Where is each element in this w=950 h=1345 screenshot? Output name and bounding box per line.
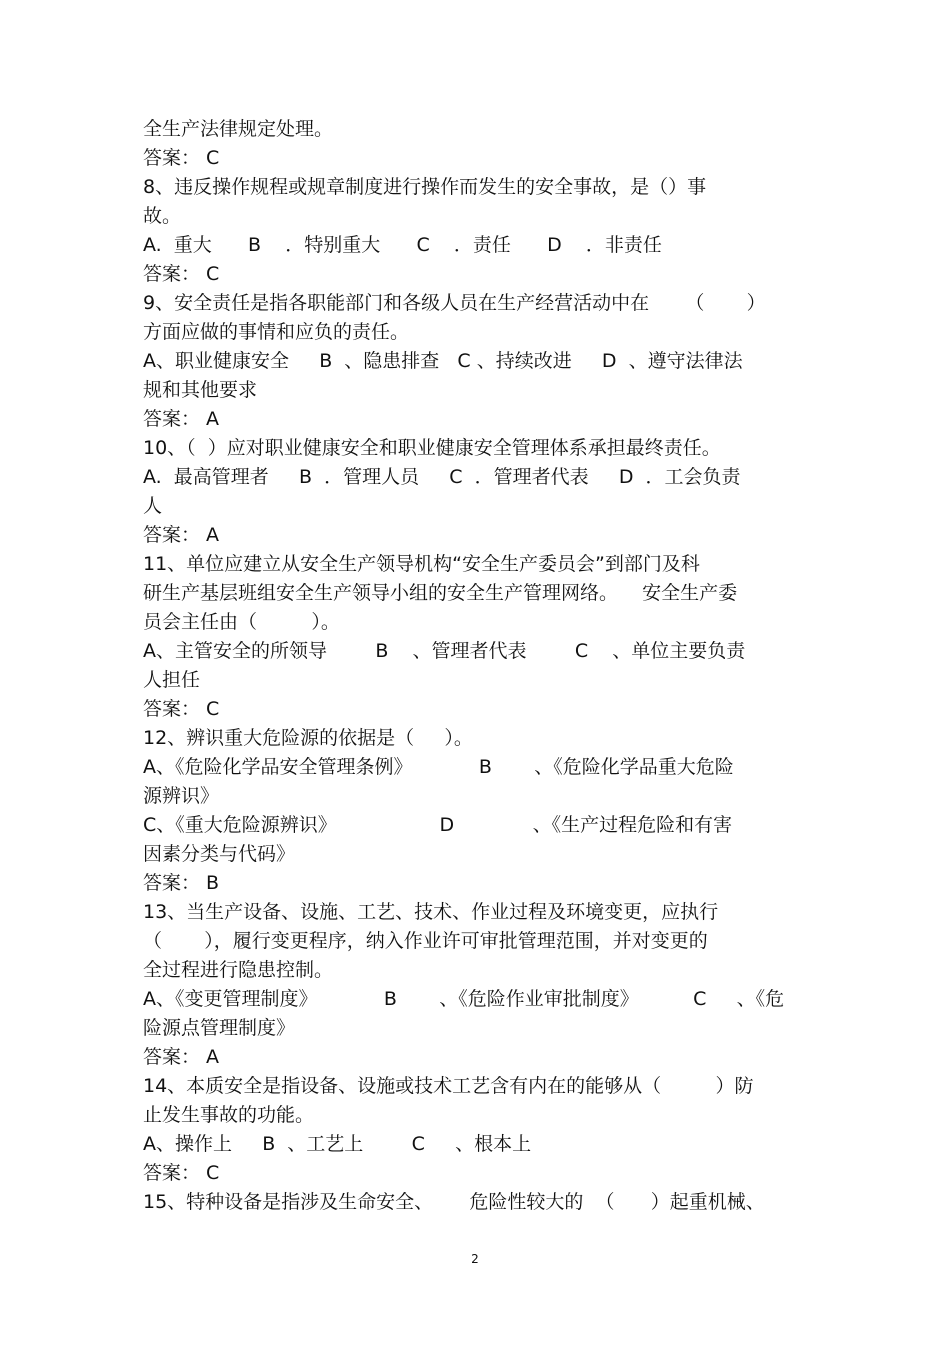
- text-line: 源辨识》: [143, 785, 220, 807]
- text-line: 故。: [143, 205, 182, 227]
- text-line: 答案： A: [143, 1046, 220, 1068]
- text-line: A. 重大 B ．特别重大 C ．责任 D ．非责任: [143, 234, 662, 256]
- text-line: （ ），履行变更程序，纳入作业许可审批管理范围，并对变更的: [143, 930, 708, 952]
- text-line: A、《变更管理制度》 B 、《危险作业审批制度》 C 、《危: [143, 988, 785, 1010]
- text-line: 13、当生产设备、设施、工艺、技术、作业过程及环境变更，应执行: [143, 901, 719, 923]
- text-line: A、职业健康安全 B 、隐患排查 C 、持续改进 D 、遵守法律法: [143, 350, 743, 372]
- text-line: 全生产法律规定处理。: [143, 118, 334, 140]
- text-line: 险源点管理制度》: [143, 1017, 296, 1039]
- text-line: 10、（ ）应对职业健康安全和职业健康安全管理体系承担最终责任。: [143, 437, 721, 459]
- text-line: 全过程进行隐患控制。: [143, 959, 334, 981]
- text-line: 研生产基层班组安全生产领导小组的安全生产管理网络。 安全生产委: [143, 582, 738, 604]
- text-line: 9、安全责任是指各职能部门和各级人员在生产经营活动中在 （ ）: [143, 292, 766, 314]
- text-line: 8、违反操作规程或规章制度进行操作而发生的安全事故，是（）事: [143, 176, 707, 198]
- text-line: A、操作上 B 、工艺上 C 、根本上: [143, 1133, 532, 1155]
- text-line: 14、本质安全是指设备、设施或技术工艺含有内在的能够从（ ）防: [143, 1075, 754, 1097]
- text-line: A、《危险化学品安全管理条例》 B 、《危险化学品重大危险: [143, 756, 734, 778]
- text-line: 答案： A: [143, 408, 220, 430]
- text-line: 答案： C: [143, 1162, 220, 1184]
- text-line: 止发生事故的功能。: [143, 1104, 315, 1126]
- text-line: 答案： A: [143, 524, 220, 546]
- text-line: A. 最高管理者 B ．管理人员 C ．管理者代表 D ．工会负责: [143, 466, 741, 488]
- text-line: 规和其他要求: [143, 379, 258, 401]
- text-line: 答案： C: [143, 263, 220, 285]
- text-line: 12、辨识重大危险源的依据是（ ）。: [143, 727, 473, 749]
- text-line: A、主管安全的所领导 B 、管理者代表 C 、单位主要负责: [143, 640, 746, 662]
- text-line: C、《重大危险源辨识》 D 、《生产过程危险和有害: [143, 814, 733, 836]
- text-line: 人担任: [143, 669, 201, 691]
- page-number: 2: [471, 1252, 479, 1266]
- text-line: 人: [143, 495, 163, 517]
- text-line: 11、单位应建立从安全生产领导机构“安全生产委员会”到部门及科: [143, 553, 700, 575]
- text-line: 方面应做的事情和应负的责任。: [143, 321, 410, 343]
- text-line: 15、特种设备是指涉及生命安全、 危险性较大的 （ ）起重机械、: [143, 1191, 765, 1213]
- text-line: 答案： C: [143, 698, 220, 720]
- text-line: 答案： B: [143, 872, 220, 894]
- document-body: [143, 115, 823, 1217]
- text-line: 因素分类与代码》: [143, 843, 296, 865]
- text-line: 答案： C: [143, 147, 220, 169]
- text-line: 员会主任由（ ）。: [143, 611, 340, 633]
